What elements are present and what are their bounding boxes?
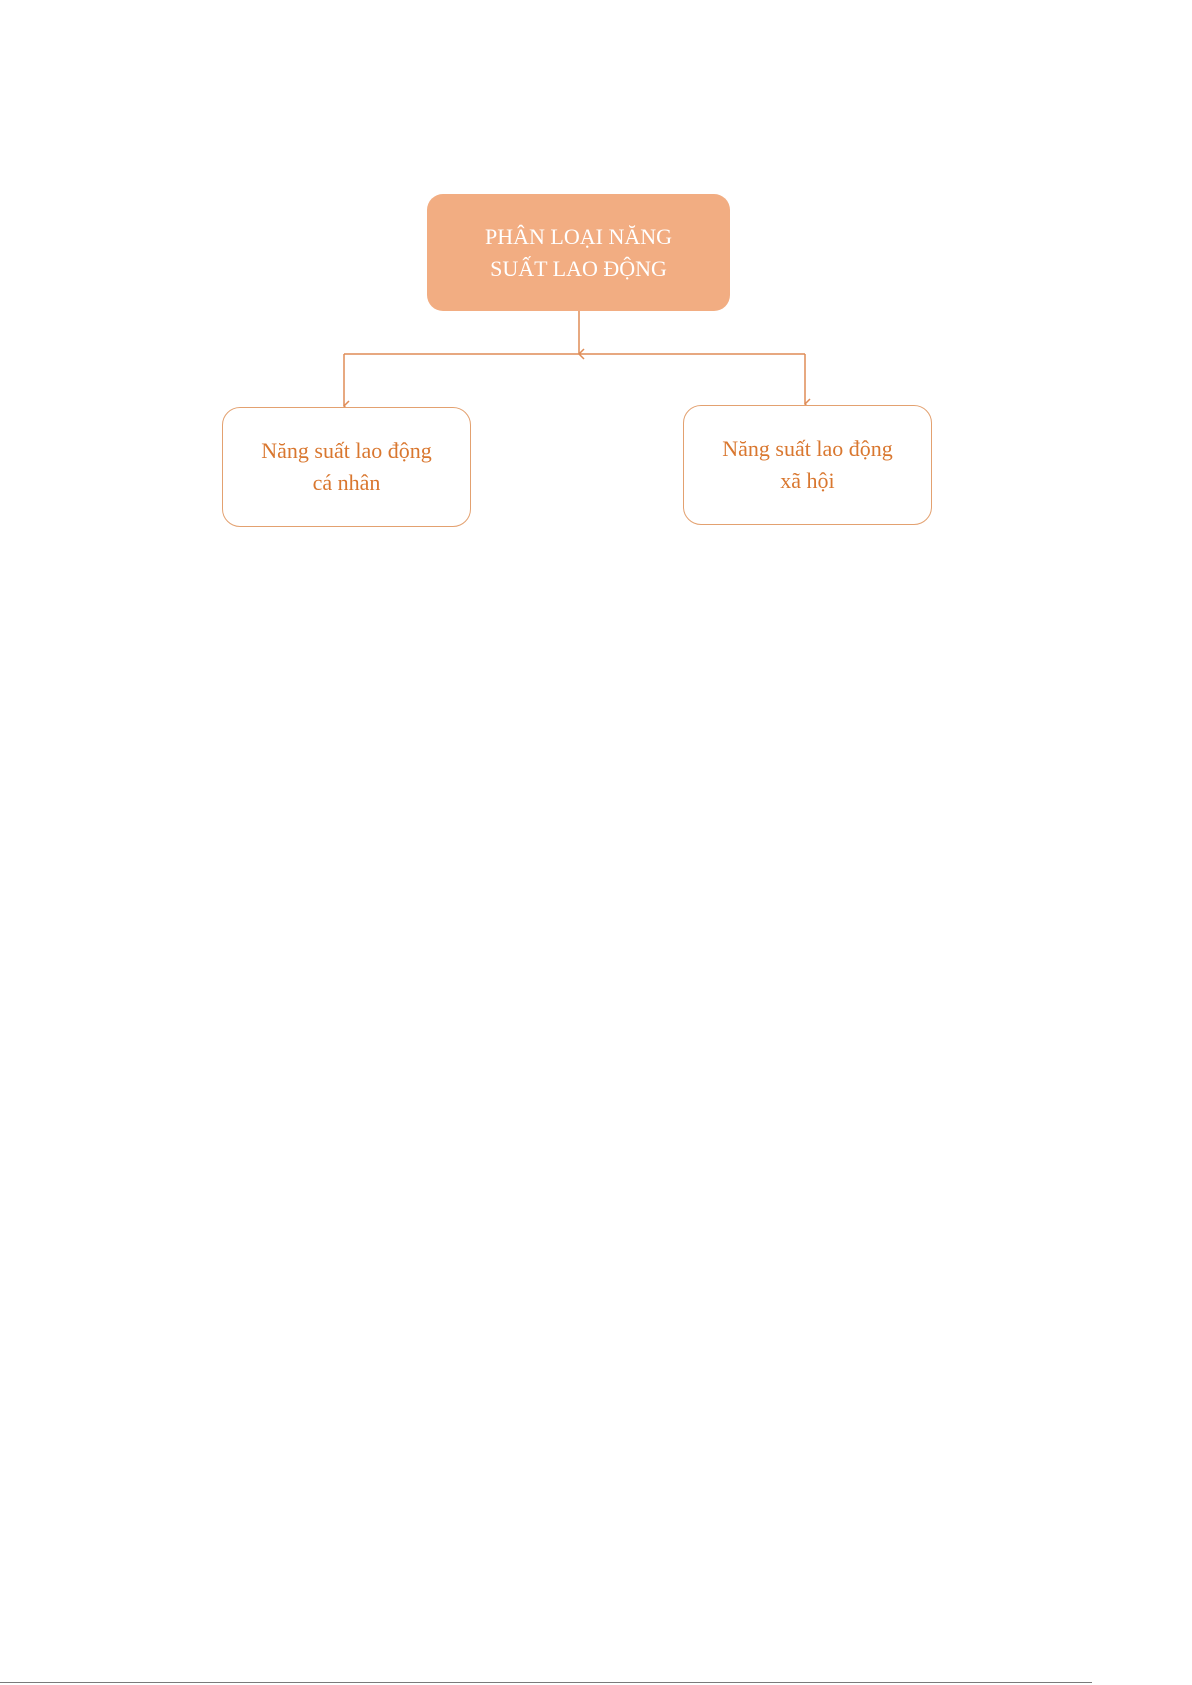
child-node-social-label: Năng suất lao động xã hội (722, 436, 893, 493)
child-node-individual (222, 407, 471, 527)
root-node (427, 194, 730, 311)
child-node-individual-label: Năng suất lao động cá nhân (261, 438, 432, 495)
root-node-label: PHÂN LOẠI NĂNG SUẤT LAO ĐỘNG (485, 223, 672, 281)
child-node-social (683, 405, 932, 525)
page-bottom-rule (0, 1682, 1092, 1683)
